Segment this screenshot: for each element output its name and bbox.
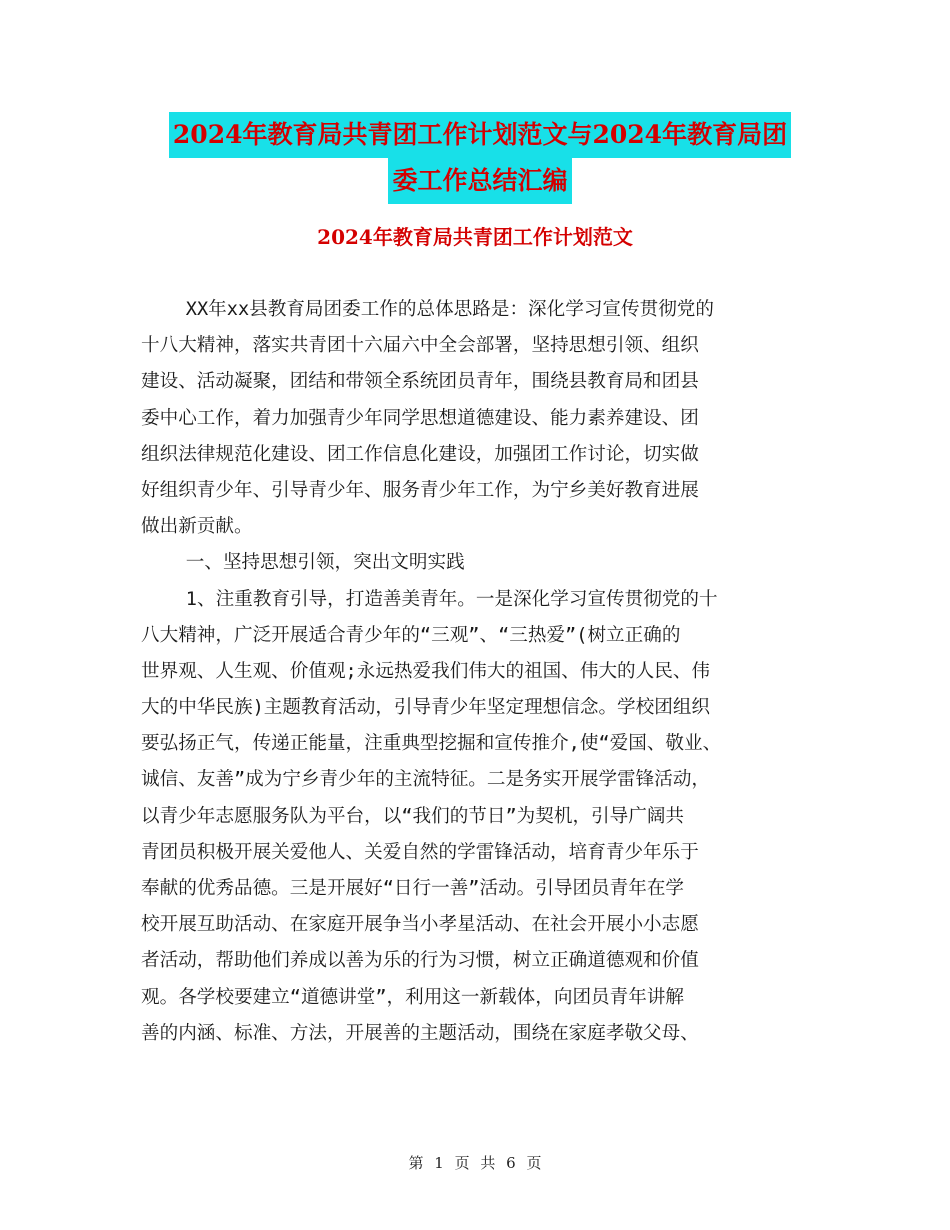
title-line-1: 2024年教育局共青团工作计划范文与2024年教育局团 [169, 112, 791, 158]
paragraph-line: 八大精神，广泛开展适合青少年的“三观”、“三热爱”(树立正确的 [141, 624, 681, 646]
paragraph-line: 大的中华民族)主题教育活动，引导青少年坚定理想信念。学校团组织 [141, 697, 711, 719]
paragraph-line: 一、坚持思想引领，突出文明实践 [141, 552, 465, 574]
page-number-footer: 第 1 页 共 6 页 [408, 1154, 542, 1172]
body-text [141, 292, 821, 1052]
paragraph-line: 十八大精神，落实共青团十六届六中全会部署，坚持思想引领、组织 [141, 335, 699, 357]
paragraph-line: 观。各学校要建立“道德讲堂”，利用这一新载体，向团员青年讲解 [141, 986, 685, 1008]
paragraph-line: 善的内涵、标准、方法，开展善的主题活动，围绕在家庭孝敬父母、 [141, 1022, 699, 1044]
paragraph-line: 委中心工作，着力加强青少年同学思想道德建设、能力素养建设、团 [141, 407, 699, 429]
paragraph-line: 青团员积极开展关爱他人、关爱自然的学雷锋活动，培育青少年乐于 [141, 841, 699, 863]
paragraph-line: 诚信、友善”成为宁乡青少年的主流特征。二是务实开展学雷锋活动， [141, 769, 711, 791]
paragraph-line: 校开展互助活动、在家庭开展争当小孝星活动、在社会开展小小志愿 [141, 914, 699, 936]
paragraph-line: 者活动，帮助他们养成以善为乐的行为习惯，树立正确道德观和价值 [141, 950, 699, 972]
document-title [140, 112, 820, 204]
paragraph-line: 做出新贡献。 [141, 516, 253, 538]
paragraph-line: 世界观、人生观、价值观;永远热爱我们伟大的祖国、伟大的人民、伟 [141, 660, 711, 682]
section-title: 2024年教育局共青团工作计划范文 [317, 225, 633, 249]
paragraph-line: 奉献的优秀品德。三是开展好“日行一善”活动。引导团员青年在学 [141, 878, 685, 899]
paragraph-line: 好组织青少年、引导青少年、服务青少年工作，为宁乡美好教育进展 [141, 479, 699, 501]
paragraph-line: 1、注重教育引导，打造善美青年。一是深化学习宣传贯彻党的十 [141, 588, 718, 610]
paragraph-line: 组织法律规范化建设、团工作信息化建设，加强团工作讨论，切实做 [141, 443, 699, 465]
paragraph-line: XX年xx县教育局团委工作的总体思路是：深化学习宣传贯彻党的 [141, 299, 714, 320]
paragraph-line: 要弘扬正气，传递正能量，注重典型挖掘和宣传推介,使“爱国、敬业、 [141, 733, 722, 755]
title-line-2: 委工作总结汇编 [388, 158, 571, 204]
paragraph-line: 以青少年志愿服务队为平台，以“我们的节日”为契机，引导广阔共 [141, 805, 685, 827]
paragraph-line: 建设、活动凝聚，团结和带领全系统团员青年，围绕县教育局和团县 [141, 371, 699, 393]
